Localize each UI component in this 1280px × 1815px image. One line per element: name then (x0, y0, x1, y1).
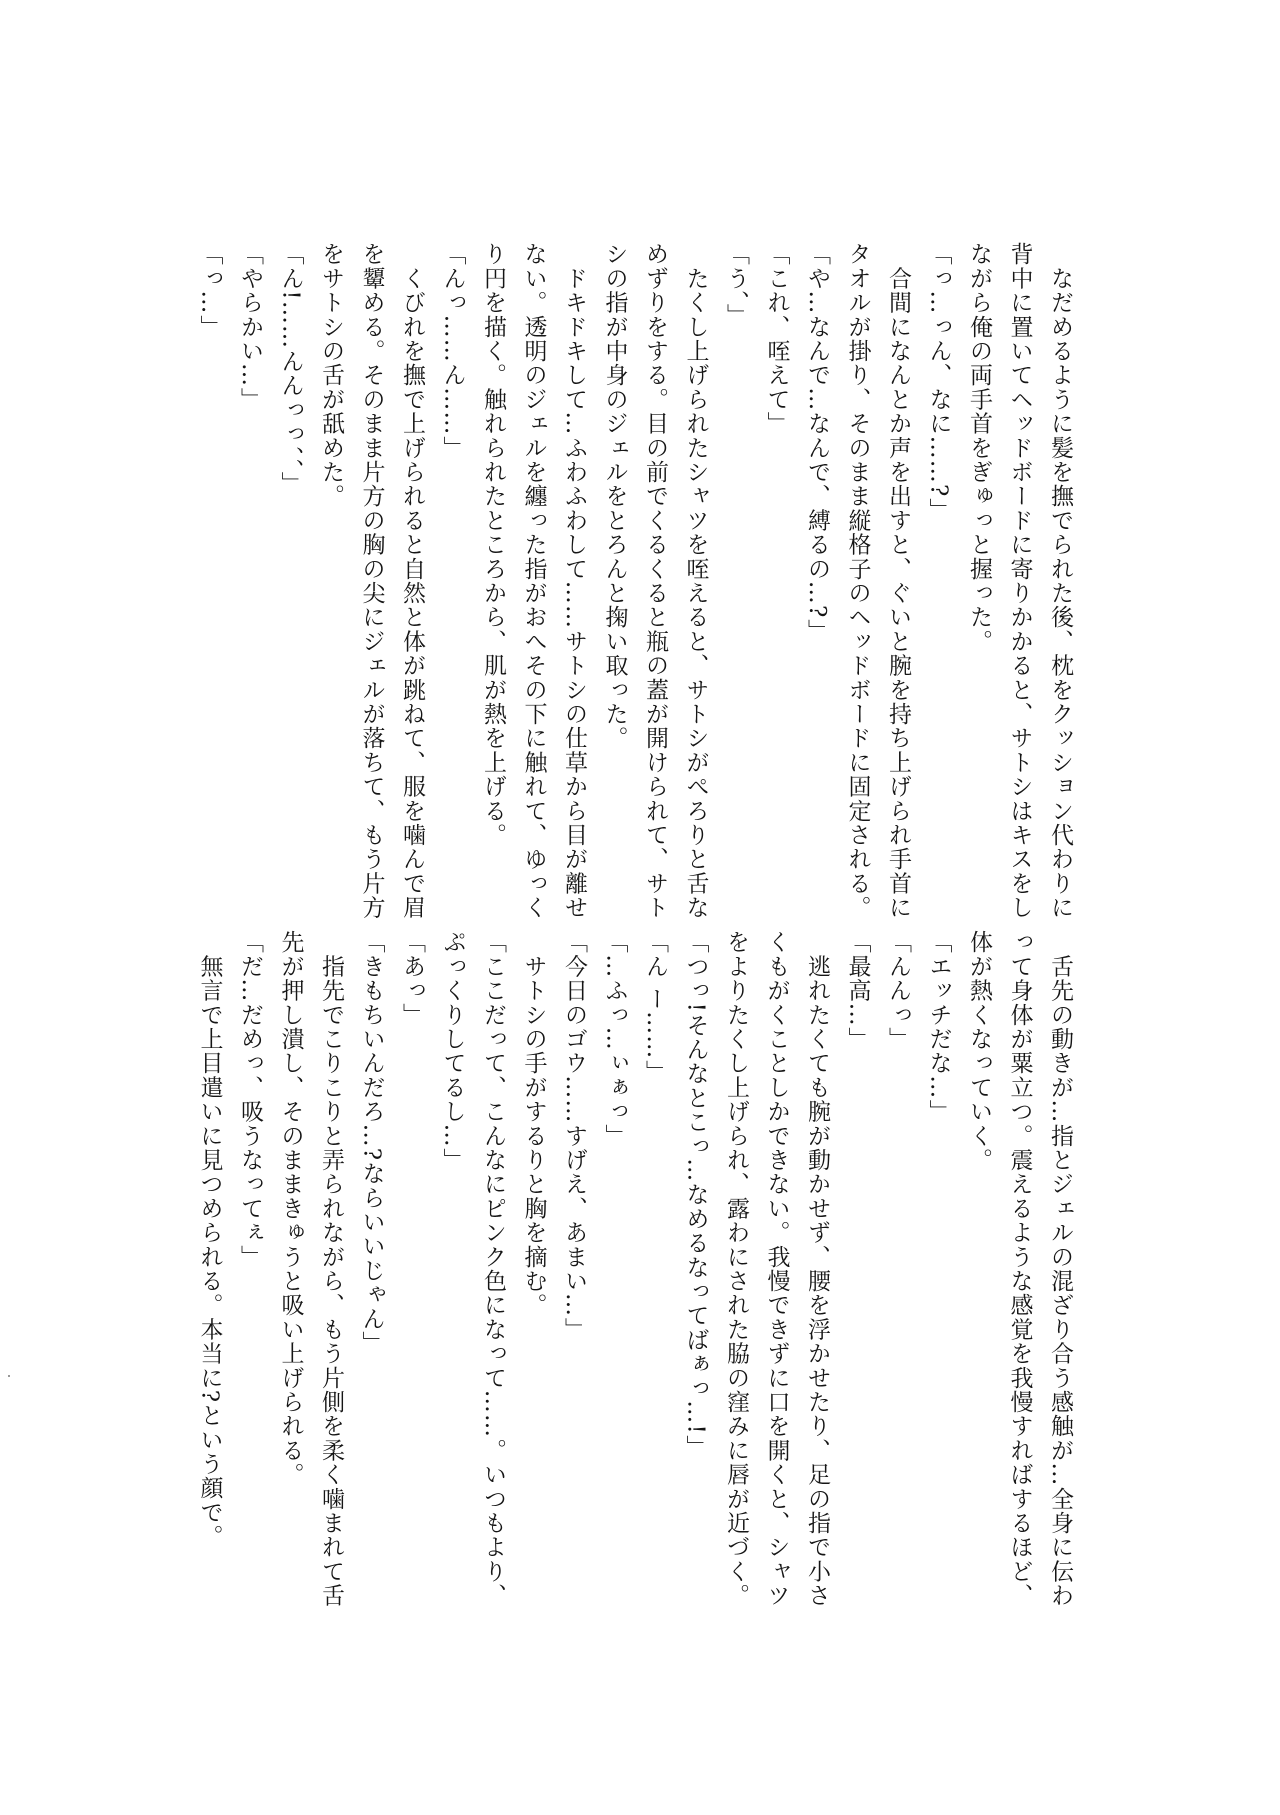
text-line: 「っ…」 (196, 242, 223, 339)
scan-speck (8, 1375, 10, 1377)
text-line: 「んんっ」 (885, 930, 911, 1051)
text-line: 「…ふっ…ぃぁっ」 (601, 930, 628, 1148)
text-line: 無言で上目遣いに見つめられる。本当に?という顔で。 (196, 930, 223, 1549)
text-line: 先が押し潰し、そのままきゅうと吸い上げられる。 (277, 930, 304, 1487)
text-line: なだめるように髪を撫でられた後、枕をクッション代わりに (1047, 242, 1073, 920)
text-line: 舌先の動きが…指とジェルの混ざり合う感触が…全身に伝わ (1047, 930, 1073, 1608)
text-line: 「あっ」 (399, 930, 425, 1027)
text-line: 背中に置いてヘッドボードに寄りかかると、サトシはキスをし (1006, 242, 1033, 920)
text-line: 「今日のゴウ……すげえ、あまい…」 (561, 930, 587, 1342)
text-line: 「エッチだな…」 (925, 930, 952, 1124)
text-line: ない。透明のジェルを纏った指がおへその下に触れて、ゆっく (520, 242, 547, 920)
text-line: たくし上げられたシャツを咥えると、サトシがぺろりと舌な (682, 242, 709, 920)
text-line: 合間になんとか声を出すと、ぐいと腕を持ち上げられ手首に (885, 242, 911, 920)
text-line: 「つっ!そんなとこっ…なめるなってばぁっ…!」 (682, 930, 709, 1460)
text-line: 「ん!……んんっっ、、」 (277, 242, 304, 496)
text-line: 「やらかい…」 (237, 242, 263, 412)
text-line: ぷっくりしてるし…」 (439, 930, 466, 1172)
text-line: ドキドキして…ふわふわして……サトシの仕草から目が離せ (561, 242, 587, 920)
text-line: くもがくことしかできない。我慢できずに口を開くと、シャツ (763, 930, 790, 1608)
text-column-lower (196, 930, 1080, 1608)
text-line: り円を描く。触れられたところから、肌が熱を上げる。 (480, 242, 506, 847)
text-line: 「っ…っん、なに……?」 (925, 242, 952, 522)
text-line: サトシの手がするりと胸を摘む。 (520, 930, 547, 1318)
text-line: 「や…なんで…なんで、縛るの…?」 (804, 242, 830, 643)
text-line: 「ん ー……」 (642, 930, 668, 1084)
text-line: をよりたくし上げられ、露わにされた脇の窪みに唇が近づく。 (723, 930, 749, 1608)
text-line: ながら俺の両手首をぎゅっと握った。 (966, 242, 992, 654)
text-line: 指先でこりこりと弄られながら、もう片側を柔く噛まれて舌 (318, 930, 344, 1608)
text-line: 「これ、咥えて」 (763, 242, 790, 436)
text-line: 「きもちいんだろ…?ならいいじゃん」 (358, 930, 385, 1355)
text-line: をサトシの舌が舐めた。 (318, 242, 344, 509)
text-line: 「んっ……ん……」 (439, 242, 466, 460)
text-line: 「だ…だめっ、吸うなってぇ」 (237, 930, 263, 1269)
text-line: 「最高…」 (844, 930, 871, 1051)
text-line: 「う、」 (723, 242, 749, 328)
text-line: くびれを撫で上げられると自然と体が跳ねて、服を噛んで眉 (399, 242, 425, 920)
text-line: 体が熱くなっていく。 (966, 930, 992, 1172)
text-line: 逃れたくても腕が動かせず、腰を浮かせたり、足の指で小さ (804, 930, 830, 1608)
text-line: って身体が粟立つ。震えるような感覚を我慢すればするほど、 (1006, 930, 1033, 1608)
text-line: 「ここだって、こんなにピンク色になって……。いつもより、 (480, 930, 506, 1608)
text-line: を顰める。そのまま片方の胸の尖にジェルが落ちて、もう片方 (358, 242, 385, 920)
text-line: めずりをする。目の前でくるくると瓶の蓋が開けられて、サト (642, 242, 668, 920)
text-column-upper (196, 242, 1080, 920)
text-line: シの指が中身のジェルをとろんと掬い取った。 (601, 242, 628, 751)
text-line: タオルが掛り、そのまま縦格子のヘッドボードに固定される。 (844, 242, 871, 920)
